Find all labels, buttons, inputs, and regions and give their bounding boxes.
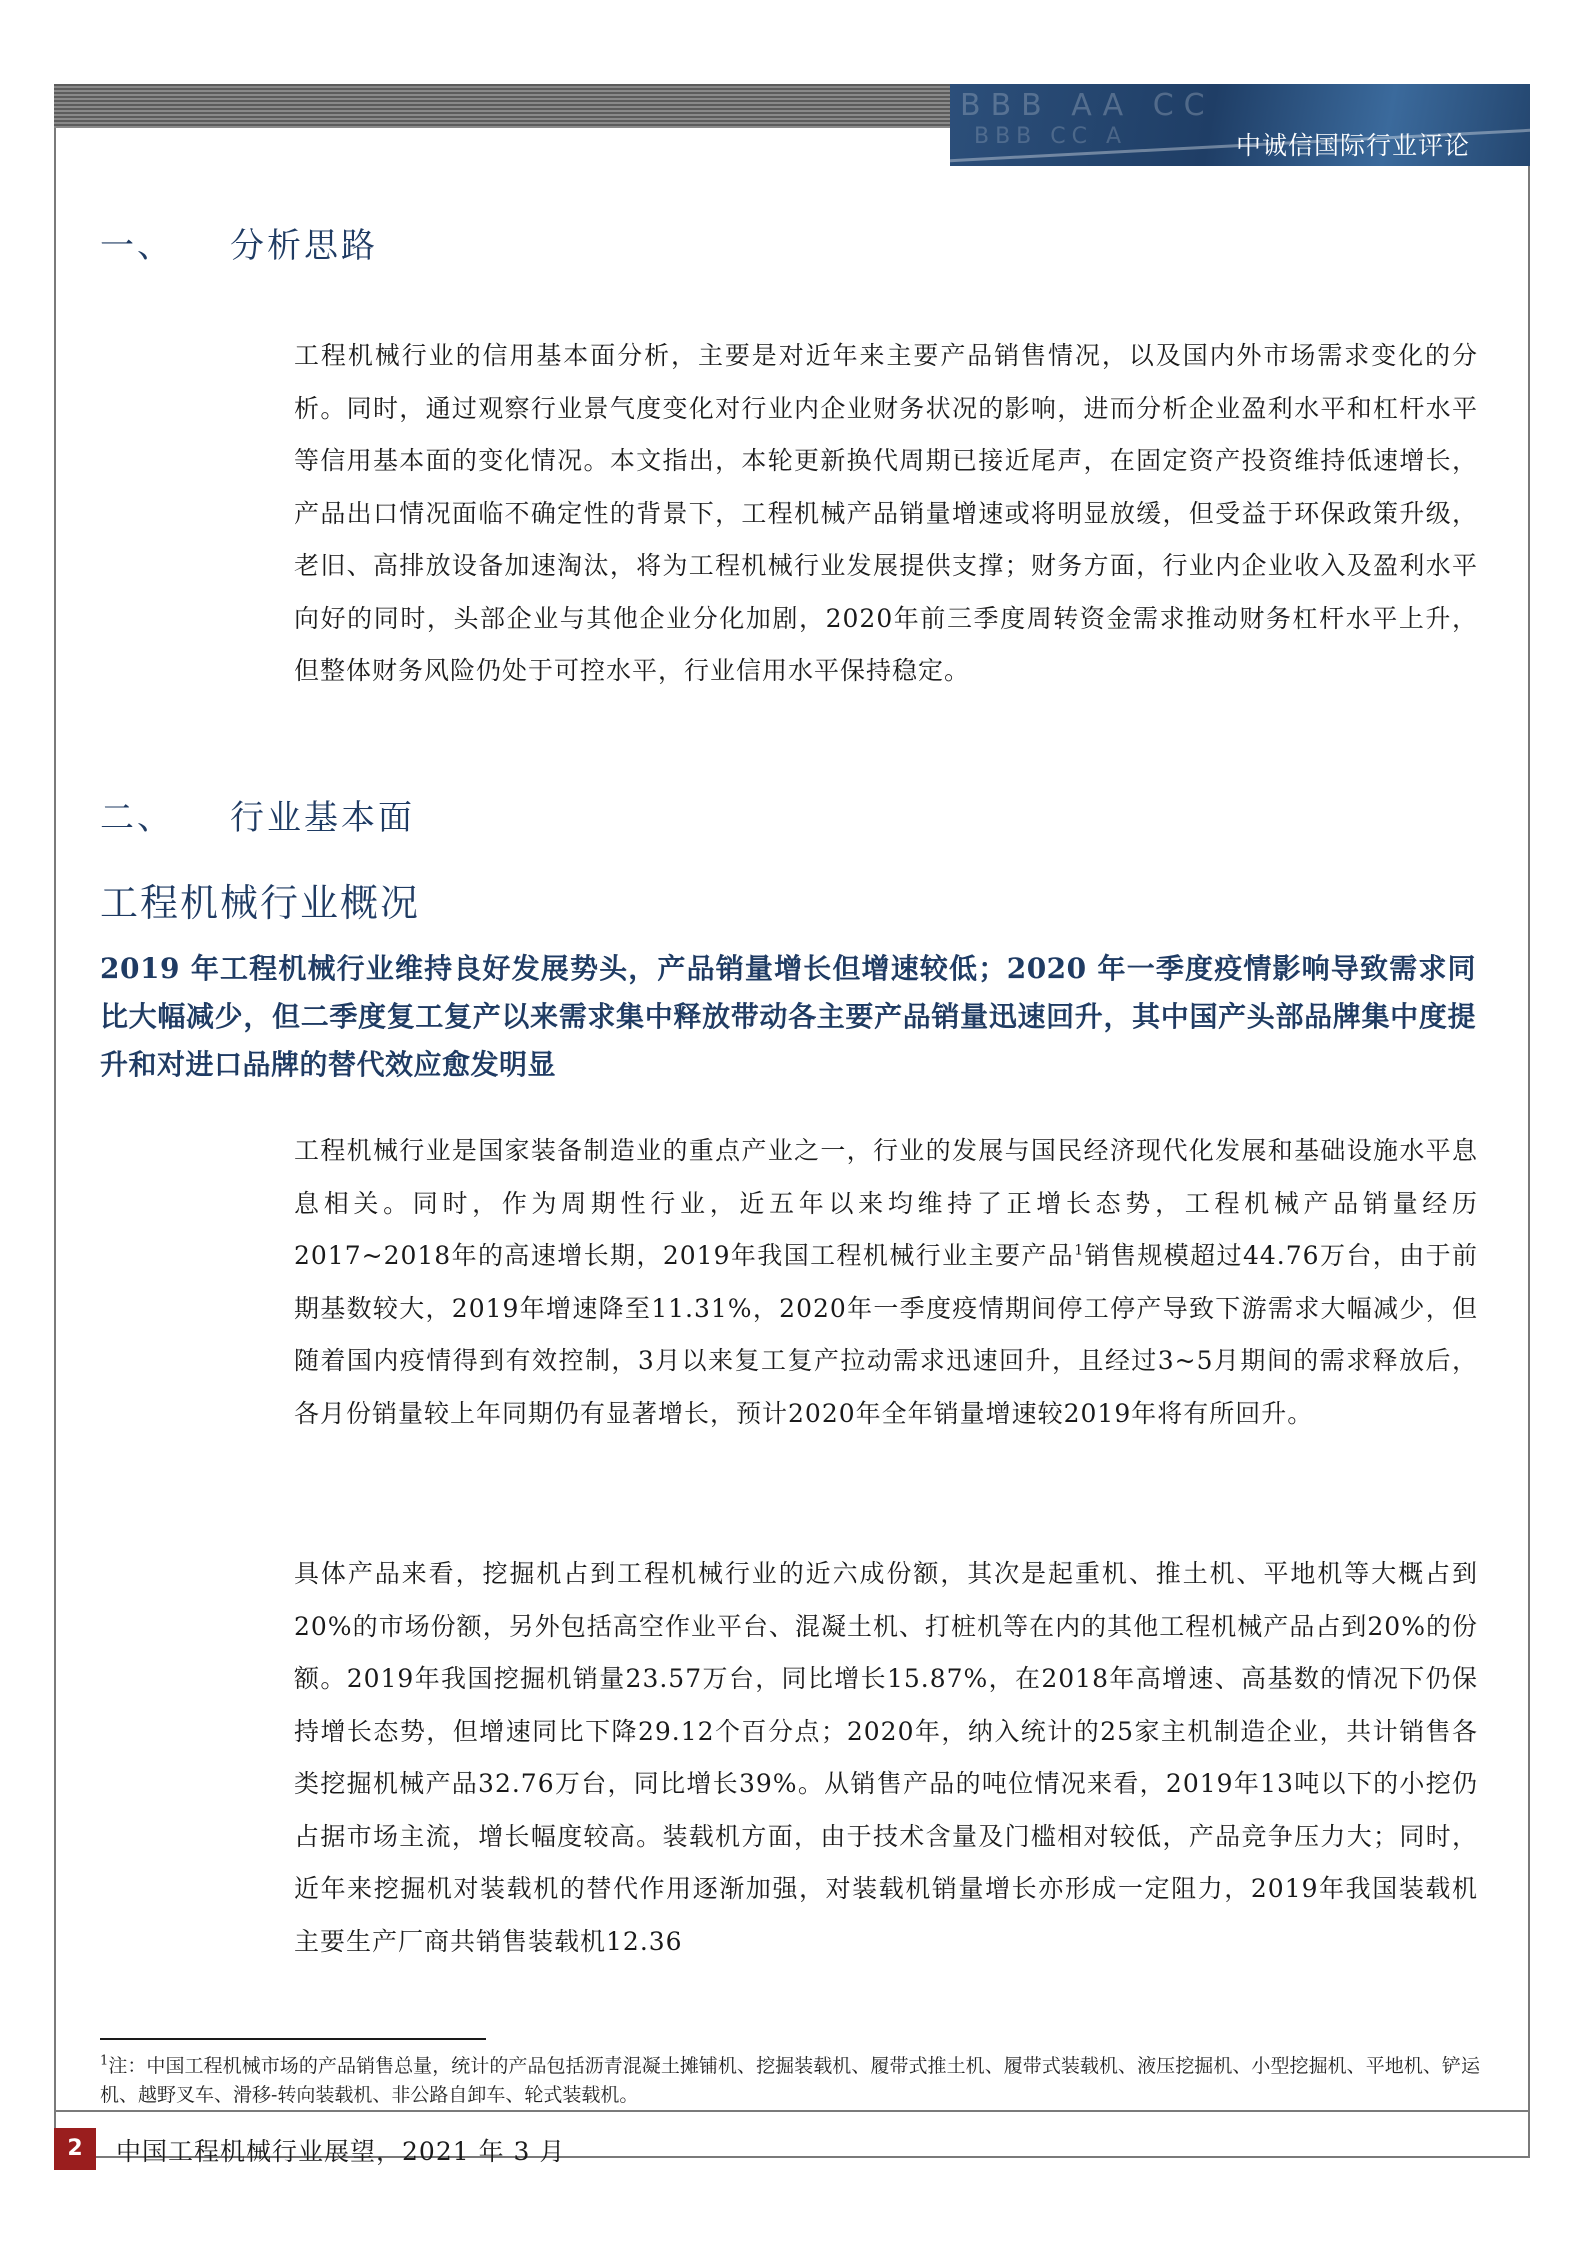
footnote-text: 注：中国工程机械市场的产品销售总量，统计的产品包括沥青混凝土摊铺机、挖掘装载机、履带式推土机、履带式装载机、液压挖掘机、小型挖掘机、平地机、铲运机、越野叉车、滑移-转向装载机、非公路自卸车、轮式装载机。 (100, 2055, 1480, 2106)
section-title: 行业基本面 (230, 798, 415, 838)
brand-decoration-letters: BBB AA CC (960, 88, 1215, 123)
section-heading-fundamentals (100, 790, 415, 839)
overview-text-part-1: 工程机械行业是国家装备制造业的重点产业之一，行业的发展与国民经济现代化发展和基础设施水平息息相关。同时，作为周期性行业，近五年以来均维持了正增长态势，工程机械产品销量经历2017~2018年的高速增长期，2019年我国工程机械行业主要产品 (294, 1136, 1478, 1270)
footnote-divider (100, 2038, 486, 2040)
products-paragraph: 具体产品来看，挖掘机占到工程机械行业的近六成份额，其次是起重机、推土机、平地机等大概占到20%的市场份额，另外包括高空作业平台、混凝土机、打桩机等在内的其他工程机械产品占到20%的份额。2019年我国挖掘机销量23.57万台，同比增长15.87%，在2018年高增速、高基数的情况下仍保持增长态势，但增速同比下降29.12个百分点；2020年，纳入统计的25家主机制造企业，共计销售各类挖掘机械产品32.76万台，同比增长39%。从销售产品的吨位情况来看，2019年13吨以下的小挖仍占据市场主流，增长幅度较高。装载机方面，由于技术含量及门槛相对较低，产品竞争压力大；同时，近年来挖掘机对装载机的替代作用逐渐加强，对装载机销量增长亦形成一定阻力，2019年我国装载机主要生产厂商共销售装载机12.36 (294, 1559, 1478, 1956)
overview-text-part-2: 销售规模超过44.76万台，由于前期基数较大，2019年增速降至11.31%，2020年一季度疫情期间停工停产导致下游需求大幅减少，但随着国内疫情得到有效控制，3月以来复工复产拉动需求迅速回升，且经过3~5月期间的需求释放后，各月份销量较上年同期仍有显著增长，预计2020年全年销量增速较2019年将有所回升。 (294, 1241, 1478, 1428)
section-number: 二、 (100, 798, 174, 838)
section-number: 一、 (100, 226, 174, 266)
footer-divider (54, 2110, 1530, 2112)
page-number: 2 (54, 2128, 96, 2170)
analysis-paragraph: 工程机械行业的信用基本面分析，主要是对近年来主要产品销售情况，以及国内外市场需求变化的分析。同时，通过观察行业景气度变化对行业内企业财务状况的影响，进而分析企业盈利水平和杠杆水平等信用基本面的变化情况。本文指出，本轮更新换代周期已接近尾声，在固定资产投资维持低速增长，产品出口情况面临不确定性的背景下，工程机械产品销量增速或将明显放缓，但受益于环保政策升级，老旧、高排放设备加速淘汰，将为工程机械行业发展提供支撑；财务方面，行业内企业收入及盈利水平向好的同时，头部企业与其他企业分化加剧，2020年前三季度周转资金需求推动财务杠杆水平上升，但整体财务风险仍处于可控水平，行业信用水平保持稳定。 (294, 341, 1478, 685)
footer-title: 中国工程机械行业展望，2021 年 3 月 (116, 2137, 566, 2166)
overview-paragraph (294, 1125, 1478, 1440)
brand-title: 中诚信国际行业评论 (1235, 131, 1470, 160)
footnote-reference[interactable]: 1 (1074, 1242, 1085, 1259)
subsection-title: 工程机械行业概况 (100, 881, 421, 925)
footnote-mark: 1 (100, 2053, 109, 2069)
subsection-summary: 2019 年工程机械行业维持良好发展势头，产品销量增长但增速较低；2020 年一季度疫情影响导致需求同比大幅减少，但二季度复工复产以来需求集中释放带动各主要产品销量迅速回升，其中国产头部品牌集中度提升和对进口品牌的替代效应愈发明显 (100, 952, 1476, 1081)
section-title: 分析思路 (230, 226, 378, 266)
footnote (100, 2052, 1480, 2110)
section-heading-analysis (100, 218, 378, 267)
header-brand-banner (950, 84, 1530, 166)
brand-decoration-letters-2: BBB CC A (974, 124, 1128, 149)
